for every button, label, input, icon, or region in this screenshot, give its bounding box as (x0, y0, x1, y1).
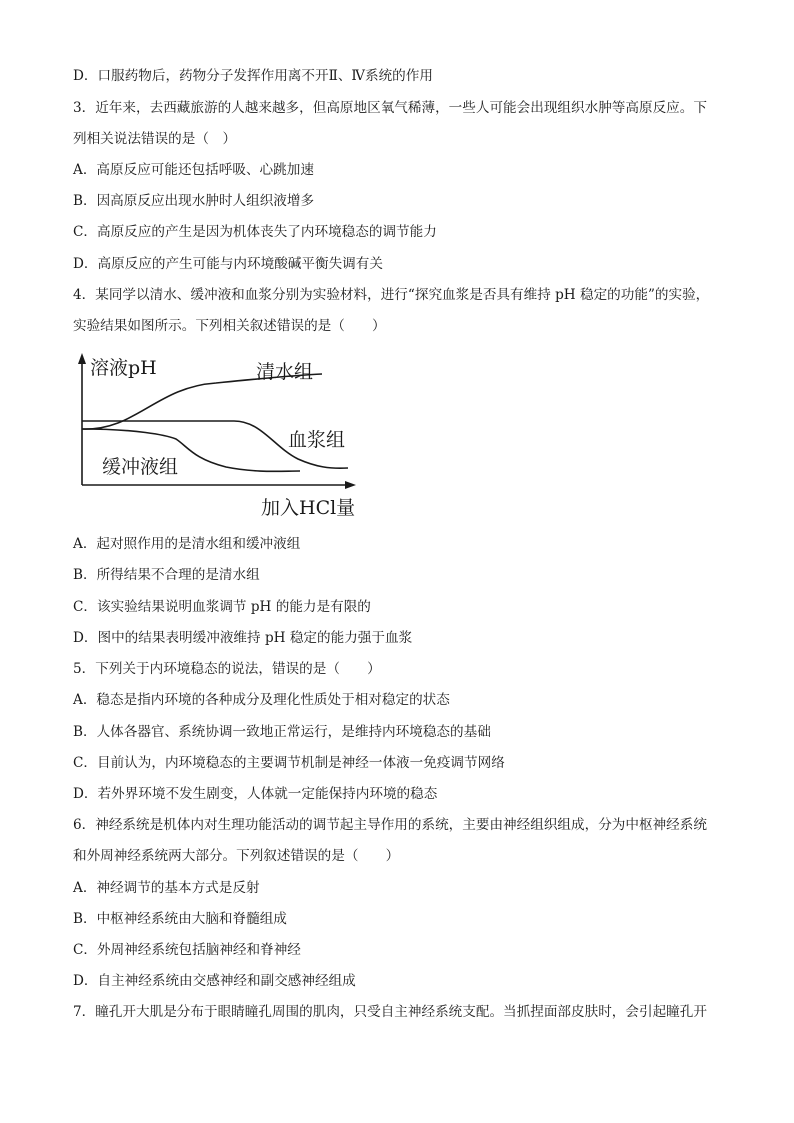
q6-option-d: D．自主神经系统由交感神经和副交感神经组成 (73, 973, 356, 989)
q4-option-a: A．起对照作用的是清水组和缓冲液组 (73, 536, 301, 552)
curve-label-water: 清水组 (256, 361, 314, 383)
q3-option-c: C．高原反应的产生是因为机体丧失了内环境稳态的调节能力 (73, 224, 437, 240)
curve-label-buffer: 缓冲液组 (102, 456, 179, 478)
q5-option-c: C．目前认为，内环境稳态的主要调节机制是神经一体液一免疫调节网络 (73, 755, 505, 771)
ph-curve-figure (66, 347, 366, 525)
q6-option-a: A．神经调节的基本方式是反射 (73, 880, 260, 896)
q6-stem-line1: 6．神经系统是机体内对生理功能活动的调节起主导作用的系统，主要由神经组织组成，分为中枢神经系统 (73, 817, 707, 833)
q3-option-d: D．高原反应的产生可能与内环境酸碱平衡失调有关 (73, 256, 383, 272)
q5-option-a: A．稳态是指内环境的各种成分及理化性质处于相对稳定的状态 (73, 692, 450, 708)
q6-stem-line2: 和外周神经系统两大部分。下列叙述错误的是（ ） (73, 848, 400, 864)
q5-option-b: B．人体各器官、系统协调一致地正常运行，是维持内环境稳态的基础 (73, 724, 491, 740)
q4-stem-line1: 4．某同学以清水、缓冲液和血浆分别为实验材料，进行“探究血浆是否具有维持 pH 稳定的功能”的实验， (73, 287, 710, 303)
q3-option-b: B．因高原反应出现水肿时人组织液增多 (73, 193, 315, 209)
q4-option-c: C．该实验结果说明血浆调节 pH 的能力是有限的 (73, 599, 371, 615)
x-axis-arrow (345, 481, 356, 489)
q4-stem-line2: 实验结果如图所示。下列相关叙述错误的是（ ） (73, 318, 386, 334)
q5-stem: 5．下列关于内环境稳态的说法，错误的是（ ） (73, 661, 381, 677)
q3-stem-line2: 列相关说法错误的是（ ） (73, 131, 237, 147)
curve-label-plasma: 血浆组 (288, 429, 346, 451)
q4-option-d: D．图中的结果表明缓冲液维持 pH 稳定的能力强于血浆 (73, 630, 413, 646)
x-axis-label: 加入HCl量 (261, 497, 356, 519)
q4-option-b: B．所得结果不合理的是清水组 (73, 567, 260, 583)
q6-option-b: B．中枢神经系统由大脑和脊髓组成 (73, 911, 287, 927)
q5-option-d: D．若外界环境不发生剧变，人体就一定能保持内环境的稳态 (73, 786, 438, 802)
y-axis-label: 溶液pH (90, 357, 157, 379)
q6-option-c: C．外周神经系统包括脑神经和脊神经 (73, 942, 301, 958)
q3-option-a: A．高原反应可能还包括呼吸、心跳加速 (73, 162, 314, 178)
y-axis-arrow (78, 353, 86, 364)
q7-stem-line1: 7．瞳孔开大肌是分布于眼睛瞳孔周围的肌肉，只受自主神经系统支配。当抓捏面部皮肤时，会引起瞳孔开 (73, 1004, 707, 1020)
q2-option-d: D．口服药物后，药物分子发挥作用离不开Ⅱ、Ⅳ系统的作用 (73, 68, 433, 84)
ph-curve-svg (66, 347, 366, 525)
q3-stem-line1: 3．近年来，去西藏旅游的人越来越多，但高原地区氧气稀薄，一些人可能会出现组织水肿等高原反应。下 (73, 100, 707, 116)
